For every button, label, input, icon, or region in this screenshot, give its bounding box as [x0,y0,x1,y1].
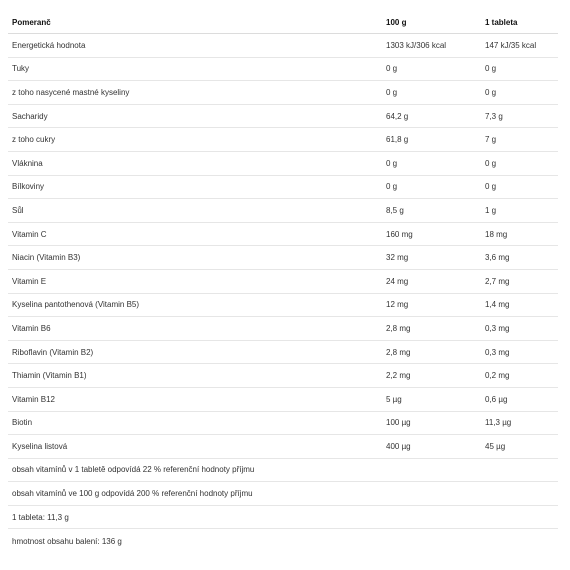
value-per-tablet: 11,3 µg [485,418,512,428]
value-per-100g: 400 µg [386,441,411,451]
value-per-100g: 12 mg [386,300,409,310]
nutrient-name: Vitamin B6 [12,323,51,333]
table-row [8,435,558,459]
value-per-tablet: 45 µg [485,441,506,451]
table-row [8,317,558,341]
note-text: obsah vitamínů ve 100 g odpovídá 200 % referenční hodnoty příjmu [12,489,253,499]
note-text: hmotnost obsahu balení: 136 g [12,536,122,546]
note-row [8,459,558,483]
value-per-tablet: 7 g [485,135,497,145]
value-per-100g: 160 mg [386,229,413,239]
value-per-100g: 0 g [386,182,398,192]
table-header [8,12,558,34]
table-row [8,34,558,58]
table-row [8,152,558,176]
note-text: obsah vitamínů v 1 tabletě odpovídá 22 % referenční hodnoty příjmu [12,465,255,475]
value-per-100g: 64,2 g [386,111,409,121]
table-row [8,246,558,270]
header-per-tablet: 1 tableta [485,18,518,27]
value-per-tablet: 0 g [485,182,497,192]
note-row [8,506,558,530]
value-per-100g: 2,2 mg [386,371,411,381]
value-per-100g: 0 g [386,158,398,168]
table-row [8,81,558,105]
table-row [8,105,558,129]
table-row [8,199,558,223]
nutrient-name: Sacharidy [12,111,48,121]
nutrient-name: Energetická hodnota [12,40,86,50]
table-row [8,270,558,294]
value-per-tablet: 0 g [485,64,497,74]
table-row [8,223,558,247]
value-per-100g: 32 mg [386,253,409,263]
nutrient-name: Biotin [12,418,33,428]
value-per-tablet: 0,2 mg [485,371,510,381]
nutrient-name: Vitamin E [12,276,47,286]
value-per-100g: 61,8 g [386,135,409,145]
nutrition-table [8,12,558,553]
nutrient-name: Riboflavin (Vitamin B2) [12,347,94,357]
value-per-tablet: 0 g [485,158,497,168]
value-per-tablet: 0 g [485,87,497,97]
note-row [8,482,558,506]
value-per-100g: 0 g [386,87,398,97]
nutrient-name: z toho nasycené mastné kyseliny [12,87,130,97]
note-text: 1 tableta: 11,3 g [12,512,69,522]
nutrient-name: Kyselina pantothenová (Vitamin B5) [12,300,140,310]
note-row [8,529,558,553]
value-per-tablet: 7,3 g [485,111,503,121]
nutrient-name: Niacin (Vitamin B3) [12,253,81,263]
value-per-100g: 8,5 g [386,205,404,215]
value-per-tablet: 2,7 mg [485,276,510,286]
value-per-tablet: 0,6 µg [485,394,508,404]
table-row [8,388,558,412]
table-row [8,176,558,200]
value-per-tablet: 18 mg [485,229,508,239]
value-per-tablet: 0,3 mg [485,347,510,357]
table-row [8,58,558,82]
table-body [8,34,558,459]
value-per-tablet: 147 kJ/35 kcal [485,40,537,50]
table-row [8,364,558,388]
value-per-100g: 5 µg [386,394,402,404]
value-per-100g: 2,8 mg [386,347,411,357]
value-per-tablet: 0,3 mg [485,323,510,333]
value-per-tablet: 3,6 mg [485,253,510,263]
nutrient-name: Kyselina listová [12,441,68,451]
nutrient-name: Sůl [12,205,24,215]
nutrient-name: Bílkoviny [12,182,45,192]
nutrient-name: Thiamin (Vitamin B1) [12,371,87,381]
value-per-tablet: 1,4 mg [485,300,510,310]
value-per-100g: 2,8 mg [386,323,411,333]
header-product: Pomeranč [12,18,51,27]
value-per-100g: 100 µg [386,418,411,428]
nutrient-name: Tuky [12,64,30,74]
table-row [8,341,558,365]
value-per-100g: 24 mg [386,276,409,286]
header-per-100g: 100 g [386,18,407,27]
table-row [8,294,558,318]
value-per-100g: 0 g [386,64,398,74]
table-notes [8,459,558,553]
nutrient-name: z toho cukry [12,135,56,145]
value-per-100g: 1303 kJ/306 kcal [386,40,447,50]
nutrient-name: Vláknina [12,158,43,168]
nutrient-name: Vitamin B12 [12,394,55,404]
table-row [8,128,558,152]
table-row [8,412,558,436]
value-per-tablet: 1 g [485,205,497,215]
nutrient-name: Vitamin C [12,229,47,239]
